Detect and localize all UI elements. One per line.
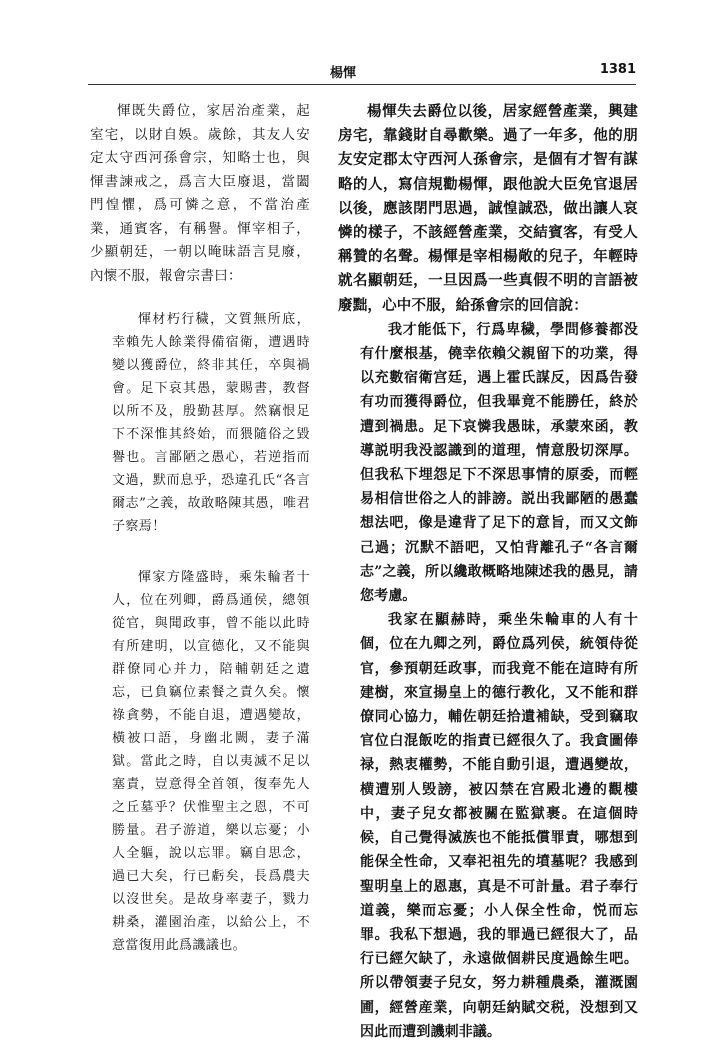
classical-text-column	[90, 100, 310, 957]
translation-letter-paragraph-1: 我才能低下，行爲卑穢，學問修養都没有什麼根基，僥幸依賴父親留下的功業，得以充數宿衛宫廷，遇上霍氏謀反，因爲告發有功而獲得爵位，但我畢竟不能勝任，終於遭到禍患。足下哀憐我愚昧，承蒙來函，教導説明我没認識到的道理，情意殷切深厚。但我私下埋怨足下不深思事情的原委，而輕易相信世俗之人的誹謗。説出我鄙陋的愚蠢想法吧，像是違背了足下的意旨，而又文飾己過；沉默不語吧，又怕背離孔子“各言爾志”之義，所以纔敢概略地陳述我的愚見，請您考慮。	[360, 321, 638, 605]
classical-letter-paragraph-2: 惲家方隆盛時，乘朱輪者十人，位在列卿，爵爲通侯，總領從官，與聞政事，曾不能以此時有所建明，以宣德化，又不能與群僚同心并力，陪輔朝廷之遺忘，已負竊位素餐之責久矣。懷祿貪勢，不能自退，遭遇變故，橫被口語，身幽北闕，妻子滿獄。當此之時，自以夷滅不足以塞責，豈意得全首領，復奉先人之丘墓乎？伏惟聖主之恩，不可勝量。君子游道，樂以忘憂；小人全軀，說以忘罪。竊自思念，過已大矣，行已虧矣，長爲農夫以沒世矣。是故身率妻子，戮力耕桑，灌園治產，以給公上，不意當復用此爲譏議也。	[112, 570, 310, 953]
running-title: 楊惲	[330, 66, 357, 81]
page-number: 1381	[599, 62, 636, 77]
header-rule	[88, 84, 636, 85]
translation-letter-paragraph-2: 我家在顯赫時，乘坐朱輪車的人有十個，位在九卿之列，爵位爲列侯，統領侍從官，參預朝廷政事，而我竟不能在這時有所建樹，來宣揚皇上的德行教化，又不能和群僚同心協力，輔佐朝廷拾遺補缺，受到竊取官位白混飯吃的指責已經很久了。我貪圖俸禄，熱衷權勢，不能自動引退，遭遇變故，横遭别人毁謗，被囚禁在宫殿北邊的觀樓中，妻子兒女都被關在監獄裹。在這個時候，自己覺得滅族也不能抵償罪責，哪想到能保全性命，又奉祀祖先的墳墓呢？我感到聖明皇上的恩惠，真是不可計量。君子奉行道義，樂而忘憂；小人保全性命，悦而忘罪。我私下想過，我的罪過已經很大了，品行已經欠缺了，永遠做個耕民度過餘生吧。所以帶領妻子兒女，努力耕種農桑，灌溉園圃，經營産業，向朝廷納賦交税，没想到又因此而遭到譏刺非議。	[360, 612, 638, 1040]
page-header	[88, 62, 636, 84]
classical-letter-paragraph-1: 惲材朽行穢，文質無所底，幸賴先人餘業得備宿衛，遭遇時變以獲爵位，終非其任，卒與禍會。足下哀其愚，蒙賜書，教督以所不及，殷勤甚厚。然竊恨足下不深惟其終始，而猥隨俗之毀譽也。言鄙陋之愚心，若逆指而文過，默而息乎，恐違孔氏“各言爾志”之義，故敢略陳其愚，唯君子察焉！	[112, 312, 310, 534]
classical-narrative-paragraph: 惲既失爵位，家居治產業，起室宅，以財自娛。歲餘，其友人安定太守西河孫會宗，知略士也，與惲書諫戒之，爲言大臣廢退，當闔門惶懼，爲可憐之意，不當治產業，通賓客，有稱譽。惲宰相子，少顯朝廷，一朝以晻昧語言見廢，內懷不服，報會宗書曰：	[90, 103, 310, 284]
translation-narrative-paragraph: 楊惲失去爵位以後，居家經營產業，興建房宅，靠錢財自尋歡樂。過了一年多，他的朋友安定郡太守西河人孫會宗，是個有才智有謀略的人，寫信規勸楊惲，跟他說大臣免官退居以後，應該閉門思過，誠惶誠恐，做出讓人哀憐的樣子，不該經營產業，交結賓客，有受人稱贊的名聲。楊惲是宰相楊敞的兒子，年輕時就名顯朝廷，一旦因爲一些真假不明的言語被廢黜，心中不服，給孫會宗的回信說：	[338, 103, 638, 314]
translation-column	[338, 100, 638, 1044]
